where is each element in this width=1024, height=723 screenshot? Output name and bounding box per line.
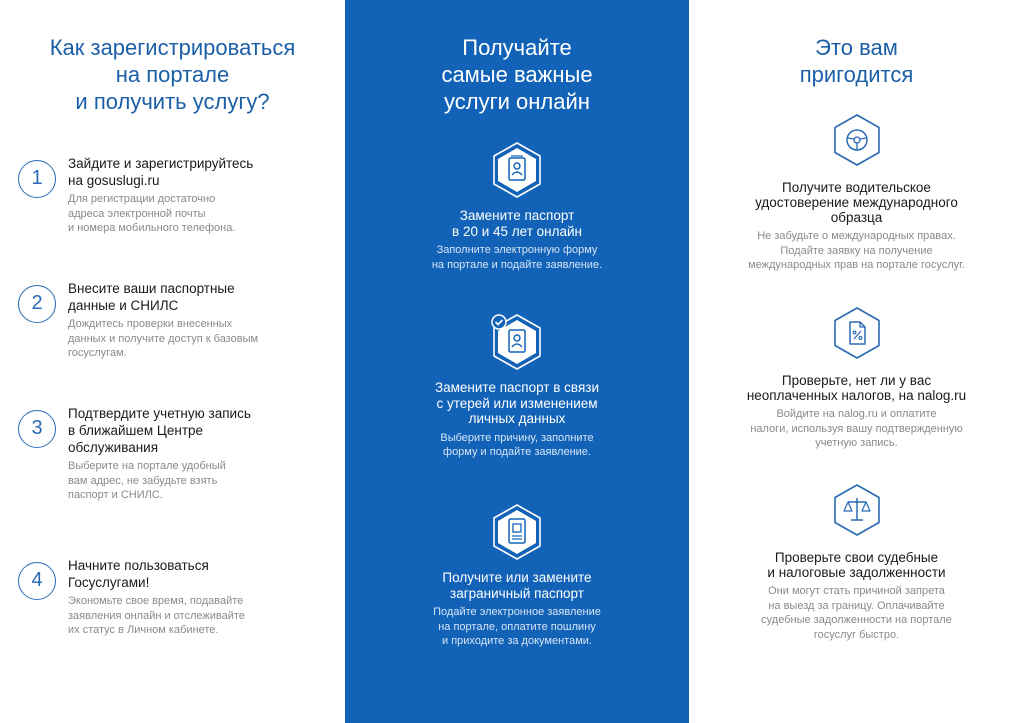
item-tax-check[interactable] (689, 305, 1024, 451)
item-title: Получите водительское удостоверение международного образца (755, 180, 958, 225)
item-description: Войдите на nalog.ru и оплатите налоги, используя вашу подтвержденную учетную запись. (750, 408, 963, 449)
item-title: Проверьте, нет ли у вас неоплаченных налогов, на nalog.ru (746, 373, 967, 403)
steering-wheel-icon (829, 112, 885, 168)
passport-check-icon (487, 312, 547, 372)
scales-icon (829, 482, 885, 538)
item-title: Проверьте свои судебные и налоговые задолженности (767, 550, 946, 580)
passport-person-icon (487, 140, 547, 200)
service-description: Выберите причину, заполните форму и подайте заявление. (440, 431, 594, 458)
service-title: Замените паспорт в связи с утерей или изменением личных данных (434, 380, 599, 426)
service-passport-loss[interactable] (345, 312, 689, 460)
item-driver-license[interactable] (689, 112, 1024, 273)
tax-document-icon (829, 305, 885, 361)
step-number: 4 (18, 562, 56, 600)
step-title: Зайдите и зарегистрируйтесь на gosuslugi.ru (68, 156, 254, 188)
service-description: Подайте электронное заявление на портале, оплатите пошлину и приходите за документами. (433, 606, 601, 647)
registration-title: Как зарегистрироваться на портале и получить услугу? (49, 35, 296, 114)
step-title: Подтвердите учетную запись в ближайшем Центре обслуживания (68, 406, 251, 455)
useful-column (689, 0, 1024, 723)
step-title: Внесите ваши паспортные данные и СНИЛС (68, 281, 235, 313)
item-court-debts[interactable] (689, 482, 1024, 642)
service-description: Заполните электронную форму на портале и подайте заявление. (431, 244, 603, 271)
step-description: Для регистрации достаточно адреса электронной почты и номера мобильного телефона. (68, 193, 236, 234)
service-title: Замените паспорт в 20 и 45 лет онлайн (452, 208, 582, 239)
step-number: 1 (18, 160, 56, 198)
foreign-passport-icon (487, 502, 547, 562)
step-description: Экономьте свое время, подавайте заявления онлайн и отслеживайте их статус в Личном кабинете. (68, 595, 245, 636)
services-title: Получайте самые важные услуги онлайн (441, 35, 593, 114)
services-column (345, 0, 689, 723)
item-description: Они могут стать причиной запрета на выезд за границу. Оплачивайте судебные задолженности на портале госуслуг быстро. (761, 585, 952, 641)
service-title: Получите или замените заграничный паспорт (442, 570, 592, 601)
step-number: 2 (18, 285, 56, 323)
step-title: Начните пользоваться Госуслугами! (68, 558, 209, 590)
step-description: Дождитесь проверки внесенных данных и получите доступ к базовым госуслугам. (68, 318, 259, 359)
step-number: 3 (18, 410, 56, 448)
service-passport-20-45[interactable] (345, 140, 689, 272)
step-description: Выберите на портале удобный вам адрес, не забудьте взять паспорт и СНИЛС. (68, 460, 226, 501)
registration-column (0, 0, 345, 723)
useful-title: Это вам пригодится (799, 35, 914, 87)
service-foreign-passport[interactable] (345, 502, 689, 649)
item-description: Не забудьте о международных правах. Подайте заявку на получение международных прав на портале госуслуг. (748, 230, 965, 271)
